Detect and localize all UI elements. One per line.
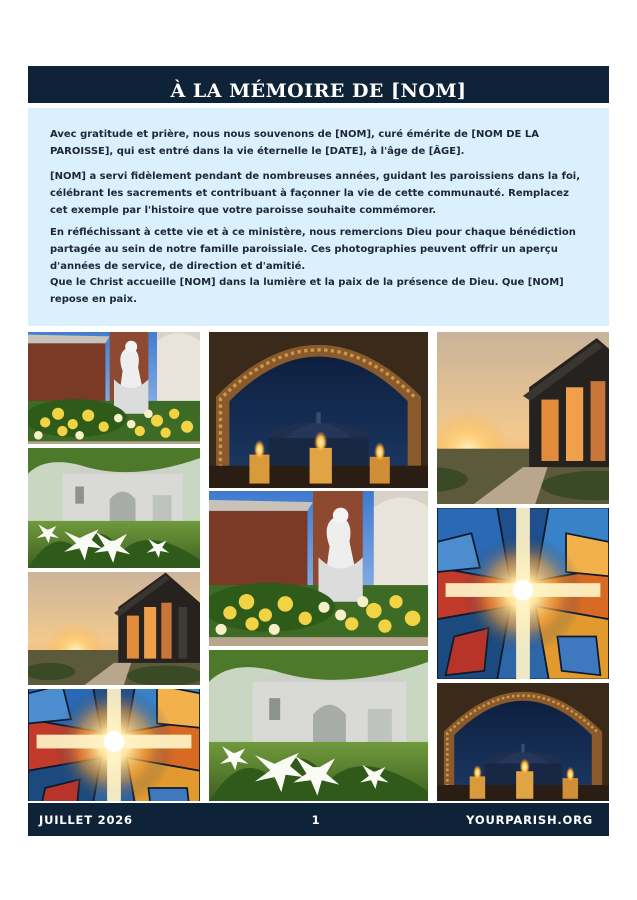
intro-paragraph-2: [NOM] a servi fidèlement pendant de nombreuses années, guidant les paroissiens dans la foi, célébrant les sacrements et contribuant à façonner la vie de cette communauté. Remplacez cet exemple par l'histoire que votre paroisse souhaite commémorer.: [50, 171, 581, 216]
photo-white-lilies: [209, 650, 428, 801]
intro-paragraph-4: Que le Christ accueille [NOM] dans la lumière et la paix de la présence de Dieu. Que [NOM] repose en paix.: [50, 277, 564, 305]
page-title: À LA MÉMOIRE DE [NOM]: [170, 79, 467, 102]
intro-paragraph-1: Avec gratitude et prière, nous nous souvenons de [NOM], curé émérite de [NOM DE LA PAROISSE], qui est entré dans la vie éternelle le [DATE], à l'âge de [ÂGE].: [50, 129, 539, 157]
photo-stained-glass-cross: [28, 689, 200, 801]
footer-website: YOURPARISH.ORG: [466, 812, 594, 827]
photo-candles-archway: [209, 332, 428, 488]
memorial-text-panel: [28, 108, 609, 326]
photo-statue-garden: [209, 491, 428, 646]
photo-white-lilies: [28, 448, 200, 568]
photo-candles-archway: [437, 683, 609, 801]
photo-modern-church: [437, 332, 609, 504]
footer-page-number: 1: [311, 812, 321, 827]
photo-statue-garden: [28, 332, 200, 444]
photo-modern-church: [28, 572, 200, 685]
page-footer: [28, 803, 609, 836]
footer-date: JUILLET 2026: [39, 812, 133, 827]
intro-paragraph-3: En réfléchissant à cette vie et à ce ministère, nous remercions Dieu pour chaque bénédiction partagée au sein de notre famille paroissiale. Ces photographies peuvent offrir un aperçu d'années de service, de direction et d'amitié.: [50, 227, 576, 272]
memorial-title-bar: [28, 66, 609, 103]
photo-stained-glass-cross: [437, 508, 609, 679]
